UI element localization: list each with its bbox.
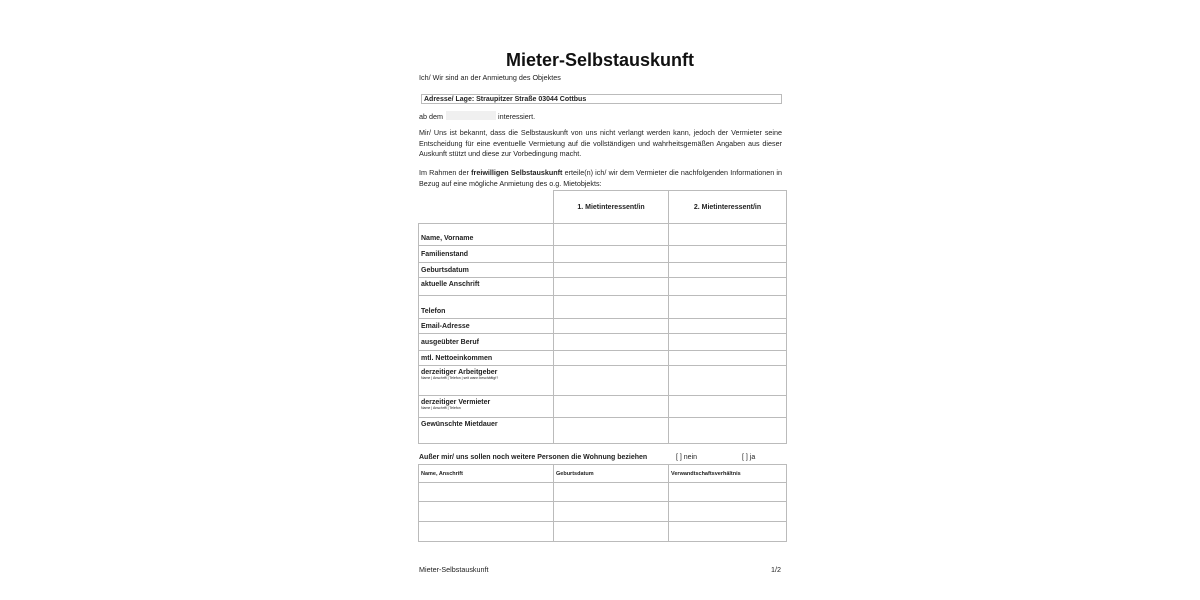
- address-field: Adresse/ Lage: Straupitzer Straße 03044 Cottbus: [421, 94, 782, 104]
- para2-text: erteile(n) ich/ wir dem Vermieter die nachfolgenden Informationen in: [562, 168, 783, 177]
- interessiert-label: interessiert.: [498, 112, 536, 121]
- row-label-text: mtl. Nettoeinkommen: [421, 354, 493, 362]
- input-cell-applicant-1[interactable]: [554, 319, 669, 334]
- ab-dem-label: ab dem: [419, 112, 443, 121]
- table-row: [419, 483, 787, 502]
- cell[interactable]: [669, 522, 787, 542]
- cell[interactable]: [419, 502, 554, 522]
- row-label: [419, 278, 554, 296]
- row-sublabel: Name | Anschrift | Telefon: [421, 406, 461, 410]
- row-label: [419, 351, 554, 366]
- paragraph-1: [419, 128, 782, 160]
- input-cell-applicant-2[interactable]: [669, 278, 787, 296]
- cell[interactable]: [554, 483, 669, 502]
- header-applicant-1: 1. Mietinteressent/in: [554, 191, 669, 224]
- input-cell-applicant-1[interactable]: [554, 224, 669, 246]
- row-label: [419, 263, 554, 278]
- row-label: [419, 418, 554, 444]
- footer-title: Mieter-Selbstauskunft: [419, 565, 489, 574]
- table-row: [419, 246, 787, 263]
- input-cell-applicant-1[interactable]: [554, 366, 669, 396]
- header-name: Name, Anschrift: [419, 465, 554, 483]
- cell[interactable]: [419, 483, 554, 502]
- input-cell-applicant-2[interactable]: [669, 319, 787, 334]
- input-cell-applicant-2[interactable]: [669, 396, 787, 418]
- row-label-text: Geburtsdatum: [421, 266, 469, 274]
- applicant-table: [418, 190, 787, 444]
- cell[interactable]: [669, 483, 787, 502]
- row-label: [419, 296, 554, 319]
- table-row: [419, 502, 787, 522]
- cell[interactable]: [669, 502, 787, 522]
- table-row: [419, 396, 787, 418]
- row-label-text: Familienstand: [421, 250, 469, 258]
- table-row: [419, 334, 787, 351]
- table-row: [419, 263, 787, 278]
- input-cell-applicant-2[interactable]: [669, 366, 787, 396]
- para1-line: Entscheidung für eine eventuelle Vermietung auf die vollständigen und wahrheitsgemäßen Angaben aus dieser: [419, 138, 782, 148]
- table-row: [419, 296, 787, 319]
- option-nein[interactable]: [ ] nein: [676, 454, 698, 461]
- table-row: [419, 522, 787, 542]
- row-label: [419, 224, 554, 246]
- header-birthdate: Geburtsdatum: [554, 465, 669, 483]
- input-cell-applicant-2[interactable]: [669, 351, 787, 366]
- para2-line: Bezug auf eine mögliche Anmietung des o.g. Mietobjekts:: [419, 178, 602, 188]
- document-title: Mieter-Selbstauskunft: [505, 50, 695, 70]
- row-label-text: Email-Adresse: [421, 322, 470, 330]
- row-label: [419, 334, 554, 351]
- table-row: [419, 418, 787, 444]
- row-label: [419, 246, 554, 263]
- row-label-text: ausgeübter Beruf: [421, 338, 479, 346]
- table-row: [419, 366, 787, 396]
- para2-text: Im Rahmen der: [419, 168, 472, 177]
- input-cell-applicant-2[interactable]: [669, 418, 787, 444]
- row-label-text: Telefon: [421, 308, 446, 315]
- header-relationship: Verwandtschaftsverhältnis: [669, 465, 787, 483]
- table-row: [419, 319, 787, 334]
- cell[interactable]: [419, 522, 554, 542]
- input-cell-applicant-1[interactable]: [554, 246, 669, 263]
- row-label-text: Gewünschte Mietdauer: [421, 421, 498, 428]
- para1-line: Mir/ Uns ist bekannt, dass die Selbstauskunft von uns nicht verlangt werden kann, jedoch der Vermieter seine: [419, 128, 782, 137]
- input-cell-applicant-1[interactable]: [554, 296, 669, 319]
- input-cell-applicant-2[interactable]: [669, 263, 787, 278]
- intro-text: Ich/ Wir sind an der Anmietung des Objektes: [419, 73, 561, 82]
- input-cell-applicant-1[interactable]: [554, 263, 669, 278]
- input-cell-applicant-2[interactable]: [669, 296, 787, 319]
- table-row: [419, 278, 787, 296]
- table-row: [419, 351, 787, 366]
- row-label: [419, 366, 554, 396]
- cell[interactable]: [554, 502, 669, 522]
- persons-question: Außer mir/ uns sollen noch weitere Personen die Wohnung beziehen: [419, 454, 648, 461]
- row-label: [419, 319, 554, 334]
- input-cell-applicant-1[interactable]: [554, 334, 669, 351]
- input-cell-applicant-1[interactable]: [554, 418, 669, 444]
- input-cell-applicant-1[interactable]: [554, 351, 669, 366]
- header-applicant-2: 2. Mietinteressent/in: [669, 191, 787, 224]
- input-cell-applicant-2[interactable]: [669, 224, 787, 246]
- table-row: [419, 224, 787, 246]
- input-cell-applicant-2[interactable]: [669, 246, 787, 263]
- para2-bold: freiwilligen Selbstauskunft: [471, 168, 563, 177]
- input-cell-applicant-1[interactable]: [554, 278, 669, 296]
- cell[interactable]: [554, 522, 669, 542]
- row-label-text: derzeitiger Vermieter: [421, 399, 491, 406]
- para1-line: Auskunft stützt und diese zur Vorbedingung macht.: [419, 149, 582, 158]
- row-label-text: Name, Vorname: [421, 235, 474, 242]
- option-ja[interactable]: [ ] ja: [742, 454, 756, 461]
- paragraph-2: [419, 168, 782, 189]
- persons-table: [418, 464, 787, 542]
- input-cell-applicant-1[interactable]: [554, 396, 669, 418]
- row-sublabel: Name | Anschrift | Telefon | seit wann beschäftigt?: [421, 376, 499, 380]
- row-label-text: derzeitiger Arbeitgeber: [421, 369, 498, 376]
- input-cell-applicant-2[interactable]: [669, 334, 787, 351]
- page-number: 1/2: [771, 565, 781, 574]
- row-label-text: aktuelle Anschrift: [421, 281, 480, 288]
- row-label: [419, 396, 554, 418]
- date-field[interactable]: [446, 111, 496, 120]
